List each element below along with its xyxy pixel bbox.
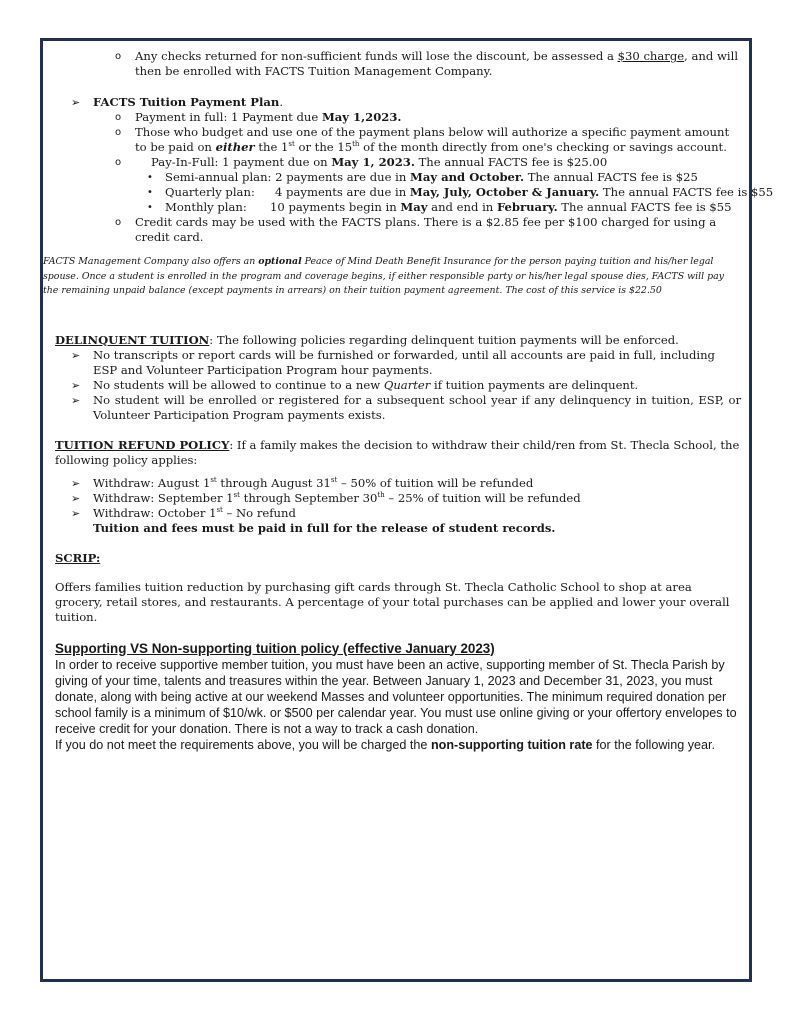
arrow-bullet: ➢ xyxy=(71,491,81,505)
facts-budget: o Those who budget and use one of the payment plans below will authorize a specific payment amount to be paid on either the 1st or the 15th of the month directly from one's checking or savings account. xyxy=(115,125,730,154)
refund-item: ➢ Withdraw: August 1st through August 31st – 50% of tuition will be refunded xyxy=(71,475,534,490)
arrow-bullet: ➢ xyxy=(71,506,81,520)
supporting-rate: If you do not meet the requirements above, you will be charged the non-supporting tuition rate for the following year. xyxy=(55,737,716,752)
facts-semi-annual: • Semi-annual plan: 2 payments are due in May and October. The annual FACTS fee is $25 xyxy=(147,170,698,184)
dot-bullet: • xyxy=(147,172,153,183)
scrip-body: Offers families tuition reduction by purchasing gift cards through St. Thecla Catholic School to shop at area grocery, retail stores, and restaurants. A percentage of your total purchases can be applied and lower your overall tuition. xyxy=(55,579,730,624)
insurance-note: FACTS Management Company also offers an optional Peace of Mind Death Benefit Insurance for the person paying tuition and his/her legal spouse. Once a student is enrolled in the program and coverage begins, if either responsible party or his/her legal spouse dies, FACTS will pay the remaining unpaid balance (except payments in arrears) on their tuition payment agreement. The cost of this service is $22.50 xyxy=(43,256,724,296)
supporting-body: In order to receive supportive member tuition, you must have been an active, supporting member of St. Thecla Parish by giving of your time, talents and treasures within the year. Between January 1, 2023 and December 31, 2023, you must donate, along with being active at our weekend Masses and volunteer opportunities. The minimum required donation per school family is a minimum of $10/wk. or $500 per calendar year. You must use online giving or your offertory envelopes to receive credit for your donation. There is not a way to track a cash donation. xyxy=(55,657,737,736)
facts-payment-in-full: o Payment in full: 1 Payment due May 1,2023. xyxy=(115,110,402,124)
arrow-bullet: ➢ xyxy=(71,393,81,407)
arrow-bullet: ➢ xyxy=(71,348,81,362)
circle-bullet: o xyxy=(115,51,122,62)
delinquent-item: ➢ No students will be allowed to continue to a new Quarter if tuition payments are delinquent. xyxy=(71,377,639,392)
facts-heading: ➢ FACTS Tuition Payment Plan. xyxy=(71,95,284,109)
facts-credit-cards: o Credit cards may be used with the FACTS plans. There is a $2.85 fee per $100 charged for using a credit card. xyxy=(115,215,717,244)
facts-quarterly: • Quarterly plan: 4 payments are due in May, July, October & January. The annual FACTS fee is $55 xyxy=(147,185,774,199)
refund-heading: TUITION REFUND POLICY: If a family makes the decision to withdraw their child/ren from St. Thecla School, the following policy applies: xyxy=(55,437,740,467)
arrow-bullet: ➢ xyxy=(71,476,81,490)
facts-monthly: • Monthly plan: 10 payments begin in May and end in February. The annual FACTS fee is $55 xyxy=(147,200,732,214)
arrow-bullet: ➢ xyxy=(71,378,81,392)
circle-bullet: o xyxy=(115,217,122,228)
page-frame xyxy=(40,38,774,982)
delinquent-item: ➢ No student will be enrolled or registered for a subsequent school year if any delinquency in tuition, ESP, or Volunteer Participation Program payments exists. xyxy=(71,392,741,422)
circle-bullet: o xyxy=(115,112,122,123)
circle-bullet: o xyxy=(115,127,122,138)
dot-bullet: • xyxy=(147,202,153,213)
refund-item: ➢ Withdraw: September 1st through September 30th – 25% of tuition will be refunded xyxy=(71,490,581,505)
refund-records-note: Tuition and fees must be paid in full for the release of student records. xyxy=(93,520,556,535)
refund-item: ➢ Withdraw: October 1st – No refund xyxy=(71,505,296,520)
supporting-heading: Supporting VS Non-supporting tuition policy (effective January 2023) xyxy=(55,640,495,656)
delinquent-item: ➢ No transcripts or report cards will be furnished or forwarded, until all accounts are paid in full, including ESP and Volunteer Participation Program hour payments. xyxy=(71,347,715,377)
dot-bullet: • xyxy=(147,187,153,198)
scrip-heading: SCRIP: xyxy=(55,550,101,565)
circle-bullet: o xyxy=(115,157,122,168)
delinquent-heading: DELINQUENT TUITION: The following policies regarding delinquent tuition payments will be enforced. xyxy=(55,332,679,347)
nsf-item: o Any checks returned for non-sufficient funds will lose the discount, be assessed a $30 charge, and will then be enrolled with FACTS Tuition Management Company. xyxy=(115,49,739,78)
arrow-bullet: ➢ xyxy=(71,96,81,109)
nsf-charge: $30 charge xyxy=(617,49,685,63)
facts-pay-in-full: o Pay-In-Full: 1 payment due on May 1, 2023. The annual FACTS fee is $25.00 xyxy=(115,155,608,169)
